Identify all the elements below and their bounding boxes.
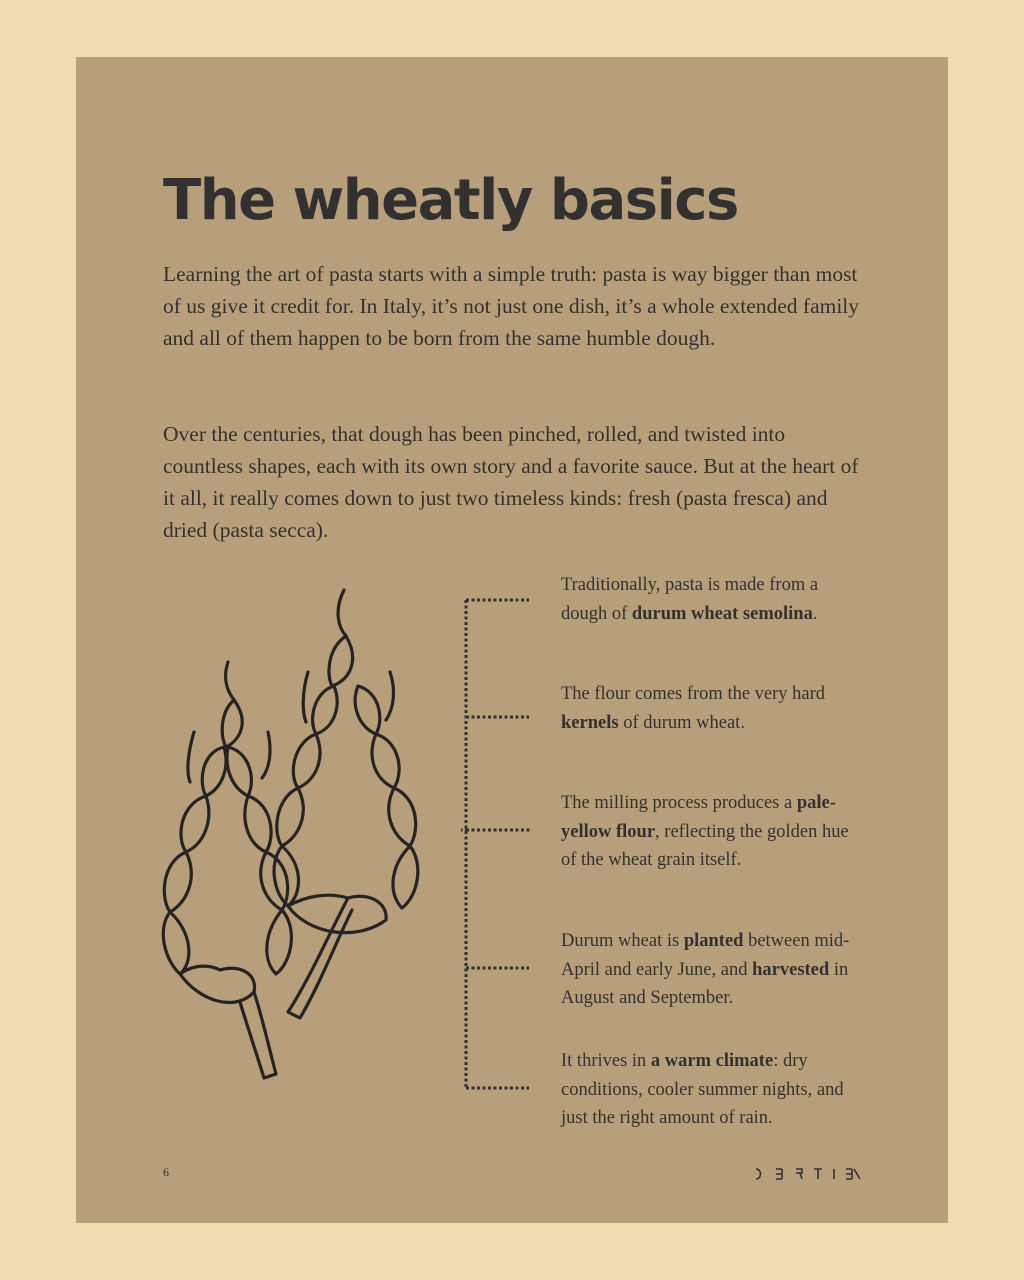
fact-2: The flour comes from the very hard kernels of durum wheat. — [561, 684, 826, 733]
fact-5: It thrives in a warm climate: dry conditions, cooler summer nights, and just the right amount of rain. — [561, 1051, 844, 1128]
fact-4: Durum wheat is planted between mid-April and early June, and harvested in August and September. — [561, 931, 850, 1008]
wheat-ear-left — [163, 662, 291, 1078]
intro-paragraph-1: Learning the art of pasta starts with a simple truth: pasta is way bigger than most of us give it credit for. In Italy, it’s not just one dish, it’s a whole extended family and all of them happen to be born from the same humble dough. — [163, 262, 860, 350]
book-page — [76, 57, 948, 1223]
page-title: The wheatly basics — [163, 168, 738, 233]
brand-logo-icon — [754, 1167, 862, 1181]
page-number: 6 — [163, 1165, 169, 1179]
fact-1: Traditionally, pasta is made from a dough of durum wheat semolina. — [561, 575, 819, 624]
wheat-ear-right — [274, 590, 418, 1018]
fact-3: The milling process produces a pale-yellow flour, reflecting the golden hue of the wheat grain itself. — [561, 793, 849, 870]
bracket-connector-icon — [461, 593, 531, 1093]
intro-paragraph-2: Over the centuries, that dough has been pinched, rolled, and twisted into countless shapes, each with its own story and a favorite sauce. But at the heart of it all, it really comes down to just two timeless kinds: fresh (pasta fresca) and dried (pasta secca). — [163, 422, 859, 542]
